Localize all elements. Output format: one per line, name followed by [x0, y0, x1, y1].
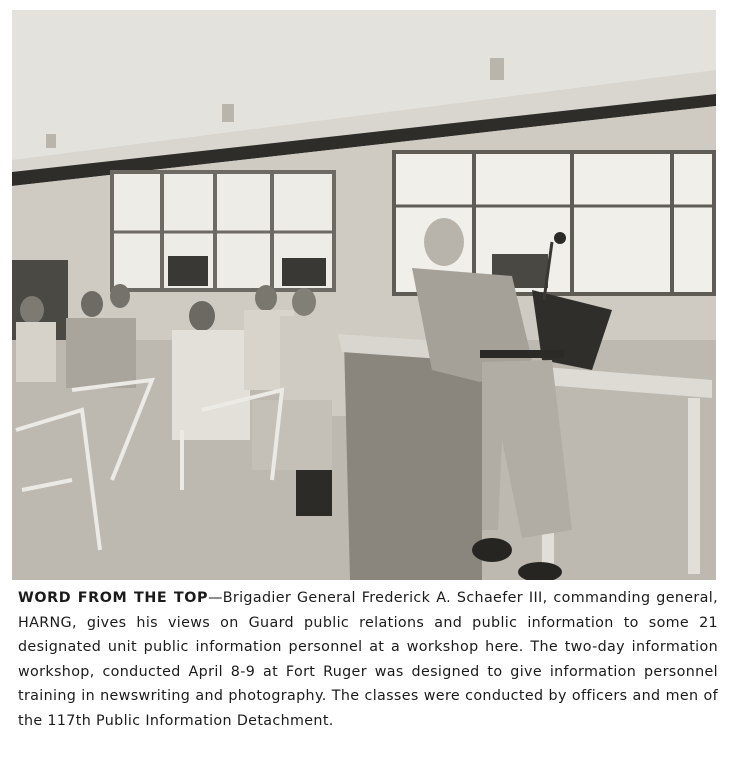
- photo-caption: [18, 586, 718, 733]
- caption-lead: WORD FROM THE TOP: [18, 590, 209, 606]
- ceiling-light: [490, 58, 504, 80]
- classroom-scene: [12, 10, 716, 580]
- microphone: [554, 232, 566, 244]
- caption-body: —Brigadier General Frederick A. Schaefer III, commanding general, HARNG, gives his views on Guard public relations and public information to some 21 designated unit public information personnel at a workshop here. The two-day information workshop, conducted April 8-9 at Fort Ruger was designed to give information personnel training in newswriting and photography. The classes were conducted by officers and men of the 117th Public Information Detachment.: [18, 590, 718, 729]
- workshop-photograph: [12, 10, 716, 580]
- ceiling-light: [46, 134, 56, 148]
- left-windows: [112, 172, 334, 290]
- ceiling-light: [222, 104, 234, 122]
